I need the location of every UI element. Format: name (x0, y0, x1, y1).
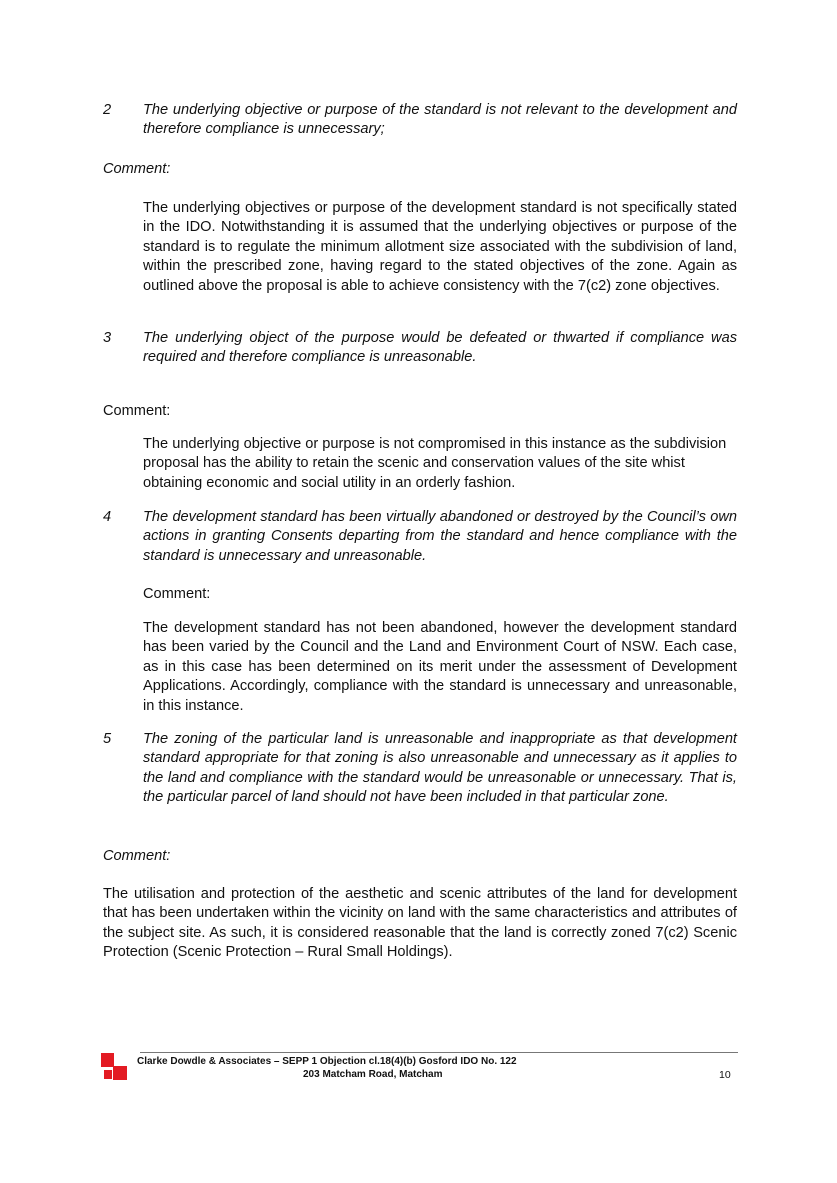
item-number: 4 (103, 509, 112, 525)
item-number: 5 (103, 731, 112, 747)
comment-paragraph: The development standard has not been abandoned, however the development standard has been varied by the Council and the Land and Environment Court of NSW. Each case, as in this case has been determined on its merit under the assessment of Development Applications. Accordingly, compliance with the standard is unnecessary and unreasonable, in this instance. (143, 620, 737, 714)
company-logo-icon (101, 1053, 127, 1080)
comment-label: Comment: (103, 403, 171, 419)
footer-divider (140, 1052, 738, 1053)
page-number: 10 (719, 1069, 731, 1081)
item-heading: The underlying object of the purpose would be defeated or thwarted if compliance was required and therefore compliance is unreasonable. (143, 330, 737, 366)
comment-label: Comment: (103, 161, 171, 177)
comment-paragraph: The utilisation and protection of the aesthetic and scenic attributes of the land for development that has been undertaken within the vicinity on land with the same characteristics and attributes of the subject site. As such, it is considered reasonable that the land is correctly zoned 7(c2) Scenic Protection (Scenic Protection – Rural Small Holdings). (103, 886, 737, 961)
item-number: 3 (103, 330, 112, 346)
item-heading: The underlying objective or purpose of the standard is not relevant to the development and therefore compliance is unnecessary; (143, 102, 737, 138)
item-heading: The development standard has been virtually abandoned or destroyed by the Council’s own actions in granting Consents departing from the standard and hence compliance with the standard is unnecessary and unreasonable. (143, 509, 737, 564)
comment-paragraph: The underlying objective or purpose is not compromised in this instance as the subdivision proposal has the ability to retain the scenic and conservation values of the site whist obtaining economic and social utility in an orderly fashion. (143, 436, 727, 491)
comment-paragraph: The underlying objectives or purpose of the development standard is not specifically stated in the IDO. Notwithstanding it is assumed that the underlying objectives or purpose of the standard is to regulate the minimum allotment size associated with the subdivision of land, within the prescribed zone, having regard to the stated objectives of the zone. Again as outlined above the proposal is able to achieve consistency with the 7(c2) zone objectives. (143, 200, 737, 294)
footer-title: Clarke Dowdle & Associates – SEPP 1 Objection cl.18(4)(b) Gosford IDO No. 122 (137, 1056, 517, 1067)
item-number: 2 (103, 102, 112, 118)
comment-label: Comment: (143, 586, 211, 602)
footer-address: 203 Matcham Road, Matcham (303, 1069, 443, 1080)
item-heading: The zoning of the particular land is unreasonable and inappropriate as that development standard appropriate for that zoning is also unreasonable and unnecessary as it applies to the land and compliance with the standard would be unreasonable or unnecessary. That is, the particular parcel of land should not have been included in that particular zone. (143, 731, 737, 806)
comment-label: Comment: (103, 848, 171, 864)
